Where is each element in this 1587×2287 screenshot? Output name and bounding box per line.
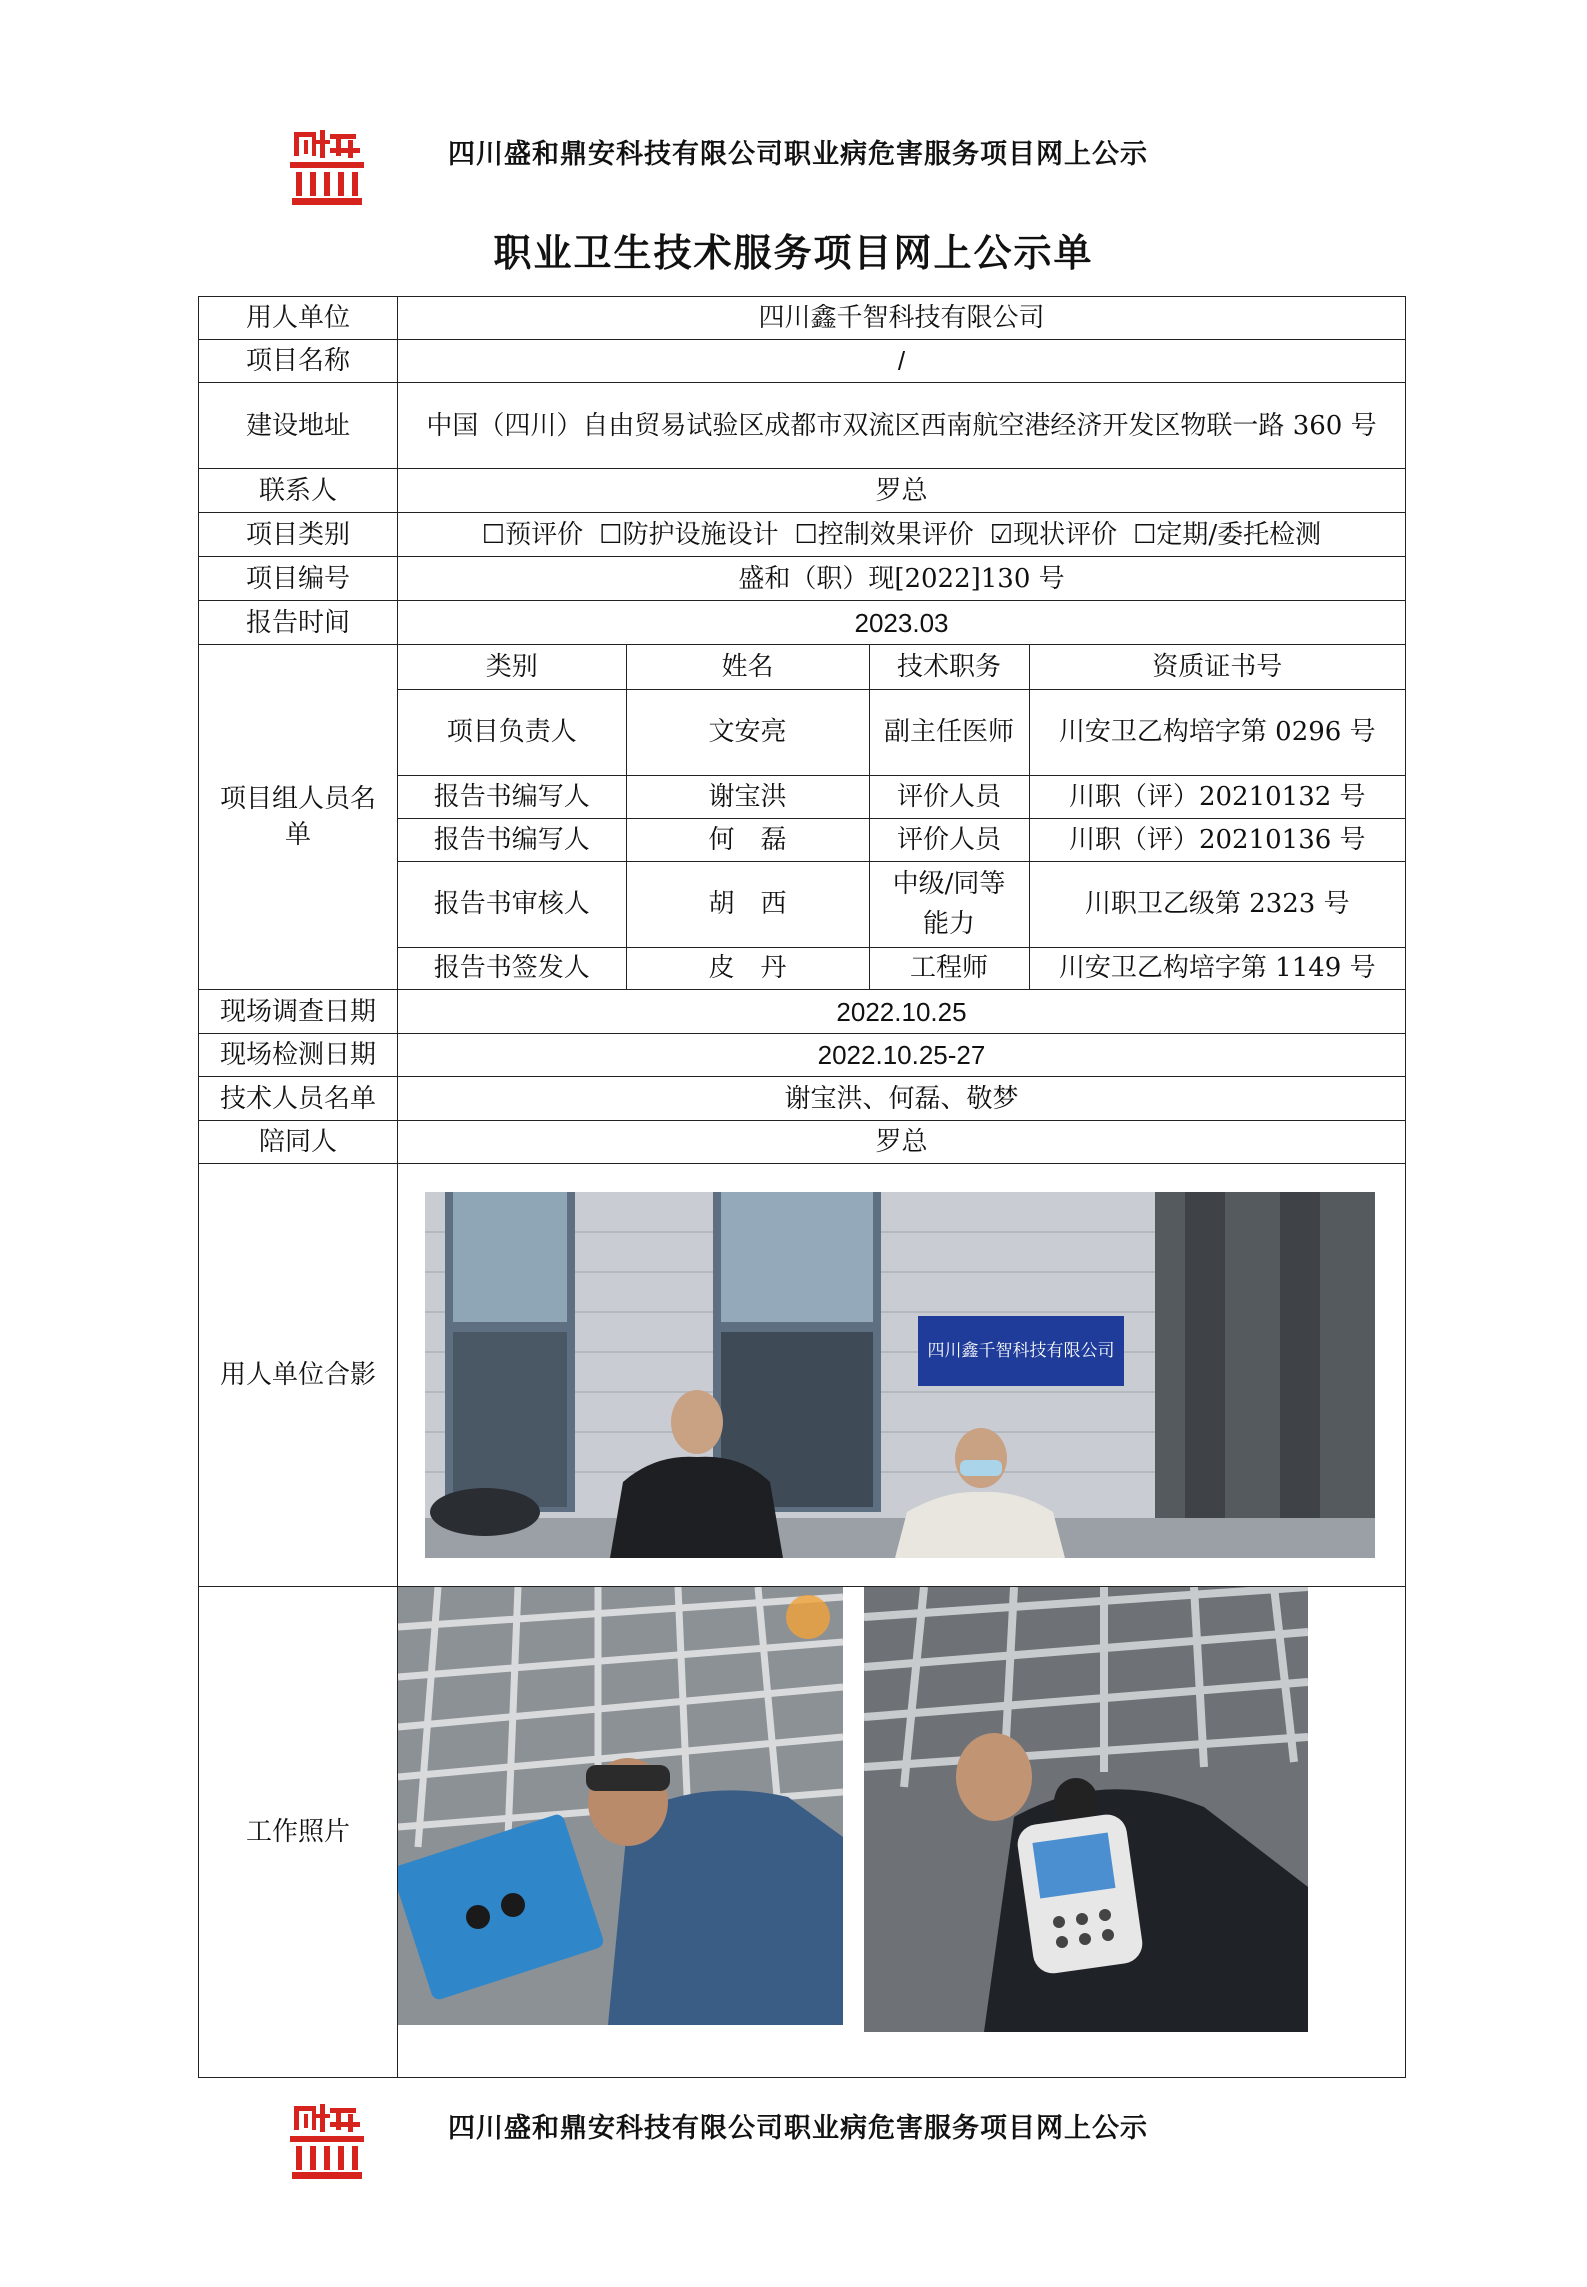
row-survey-date [199, 990, 1406, 1034]
row-project-name [199, 340, 1406, 383]
value-project-name: / [398, 340, 1406, 383]
label-test-date: 现场检测日期 [199, 1034, 398, 1077]
team-row [398, 775, 1405, 818]
team-header: 姓名 [626, 645, 869, 689]
document-title: 职业卫生技术服务项目网上公示单 [493, 230, 1094, 275]
value-project-no: 盛和（职）现[2022]130 号 [398, 557, 1406, 601]
row-category [199, 513, 1406, 557]
team-cell [398, 645, 1406, 990]
team-cell-title: 工程师 [869, 947, 1029, 989]
team-cell-cert: 川职（评）20210136 号 [1029, 818, 1405, 861]
checkbox-mark: ☐ [794, 519, 818, 550]
row-technicians [199, 1077, 1406, 1121]
value-test-date: 2022.10.25-27 [398, 1034, 1406, 1077]
team-cell-role: 报告书审核人 [398, 861, 626, 947]
team-header: 资质证书号 [1029, 645, 1405, 689]
row-group-photo [199, 1164, 1406, 1587]
checkbox-label: 防护设施设计 [622, 519, 779, 550]
checkbox-mark: ☐ [599, 519, 623, 550]
company-sign-text: 四川鑫千智科技有限公司 [927, 1341, 1115, 1361]
label-project-name: 项目名称 [199, 340, 398, 383]
team-cell-role: 项目负责人 [398, 689, 626, 775]
row-team [199, 645, 1406, 990]
checkbox-label: 预评价 [505, 519, 584, 550]
team-cell-title: 评价人员 [869, 775, 1029, 818]
value-companion: 罗总 [398, 1121, 1406, 1164]
team-cell-name: 文安亮 [626, 689, 869, 775]
work-photo-welding [398, 1587, 843, 2025]
notice-table [198, 296, 1406, 2078]
team-row [398, 818, 1405, 861]
team-header-row [398, 645, 1405, 689]
label-contact: 联系人 [199, 469, 398, 513]
label-work-photos: 工作照片 [199, 1587, 398, 2078]
team-cell-cert: 川安卫乙构培字第 0296 号 [1029, 689, 1405, 775]
checkbox-label: 定期/委托检测 [1156, 519, 1322, 550]
team-row [398, 861, 1405, 947]
team-cell-name: 谢宝洪 [626, 775, 869, 818]
page-header [0, 118, 1587, 208]
checkbox-mark: ☐ [481, 519, 506, 550]
team-row [398, 947, 1405, 989]
row-report-time [199, 601, 1406, 645]
team-cell-cert: 川安卫乙构培字第 1149 号 [1029, 947, 1405, 989]
value-contact: 罗总 [398, 469, 1406, 513]
group-photo [425, 1192, 1375, 1558]
value-survey-date: 2022.10.25 [398, 990, 1406, 1034]
team-cell-cert: 川职卫乙级第 2323 号 [1029, 861, 1405, 947]
team-cell-name: 胡 西 [626, 861, 869, 947]
value-report-time: 2023.03 [398, 601, 1406, 645]
label-companion: 陪同人 [199, 1121, 398, 1164]
checkbox-control-effect [794, 517, 973, 553]
row-contact [199, 469, 1406, 513]
row-companion [199, 1121, 1406, 1164]
row-address [199, 383, 1406, 469]
label-technicians: 技术人员名单 [199, 1077, 398, 1121]
checkbox-mark: ☐ [1133, 519, 1157, 550]
page-footer [0, 2092, 1587, 2182]
value-address: 中国（四川）自由贸易试验区成都市双流区西南航空港经济开发区物联一路 360 号 [398, 383, 1406, 469]
checkbox-mark: ☑ [989, 519, 1014, 550]
team-cell-name: 何 磊 [626, 818, 869, 861]
team-cell-title: 评价人员 [869, 818, 1029, 861]
team-cell-role: 报告书签发人 [398, 947, 626, 989]
work-photos-cell [398, 1587, 1406, 2078]
checkbox-protection-design [599, 517, 778, 553]
label-survey-date: 现场调查日期 [199, 990, 398, 1034]
company-logo [290, 2104, 364, 2182]
row-employer [199, 297, 1406, 340]
checkbox-status-evaluation [990, 517, 1117, 553]
work-photo-noise-meter [864, 1587, 1308, 2032]
label-category: 项目类别 [199, 513, 398, 557]
team-table [398, 645, 1405, 989]
team-cell-title: 副主任医师 [869, 689, 1029, 775]
row-work-photos [199, 1587, 1406, 2078]
row-project-no [199, 557, 1406, 601]
category-options [398, 513, 1406, 557]
label-employer: 用人单位 [199, 297, 398, 340]
checkbox-label: 控制效果评价 [817, 519, 974, 550]
team-cell-role: 报告书编写人 [398, 818, 626, 861]
header-company-line: 四川盛和鼎安科技有限公司职业病危害服务项目网上公示 [448, 139, 1148, 170]
label-project-no: 项目编号 [199, 557, 398, 601]
team-cell-name: 皮 丹 [626, 947, 869, 989]
team-cell-role: 报告书编写人 [398, 775, 626, 818]
label-team: 项目组人员名单 [199, 645, 398, 990]
checkbox-label: 现状评价 [1013, 519, 1118, 550]
team-cell-title: 中级/同等能力 [869, 861, 1029, 947]
group-photo-cell [398, 1164, 1406, 1587]
company-logo [290, 130, 364, 208]
team-cell-cert: 川职（评）20210132 号 [1029, 775, 1405, 818]
footer-company-line: 四川盛和鼎安科技有限公司职业病危害服务项目网上公示 [448, 2113, 1148, 2144]
checkbox-periodic-testing [1133, 517, 1321, 553]
checkbox-pre-evaluation [482, 517, 583, 553]
row-test-date [199, 1034, 1406, 1077]
company-sign [918, 1316, 1124, 1386]
team-header: 技术职务 [869, 645, 1029, 689]
label-group-photo: 用人单位合影 [199, 1164, 398, 1587]
value-employer: 四川鑫千智科技有限公司 [398, 297, 1406, 340]
label-address: 建设地址 [199, 383, 398, 469]
team-header: 类别 [398, 645, 626, 689]
label-report-time: 报告时间 [199, 601, 398, 645]
value-technicians: 谢宝洪、何磊、敬梦 [398, 1077, 1406, 1121]
team-row [398, 689, 1405, 775]
